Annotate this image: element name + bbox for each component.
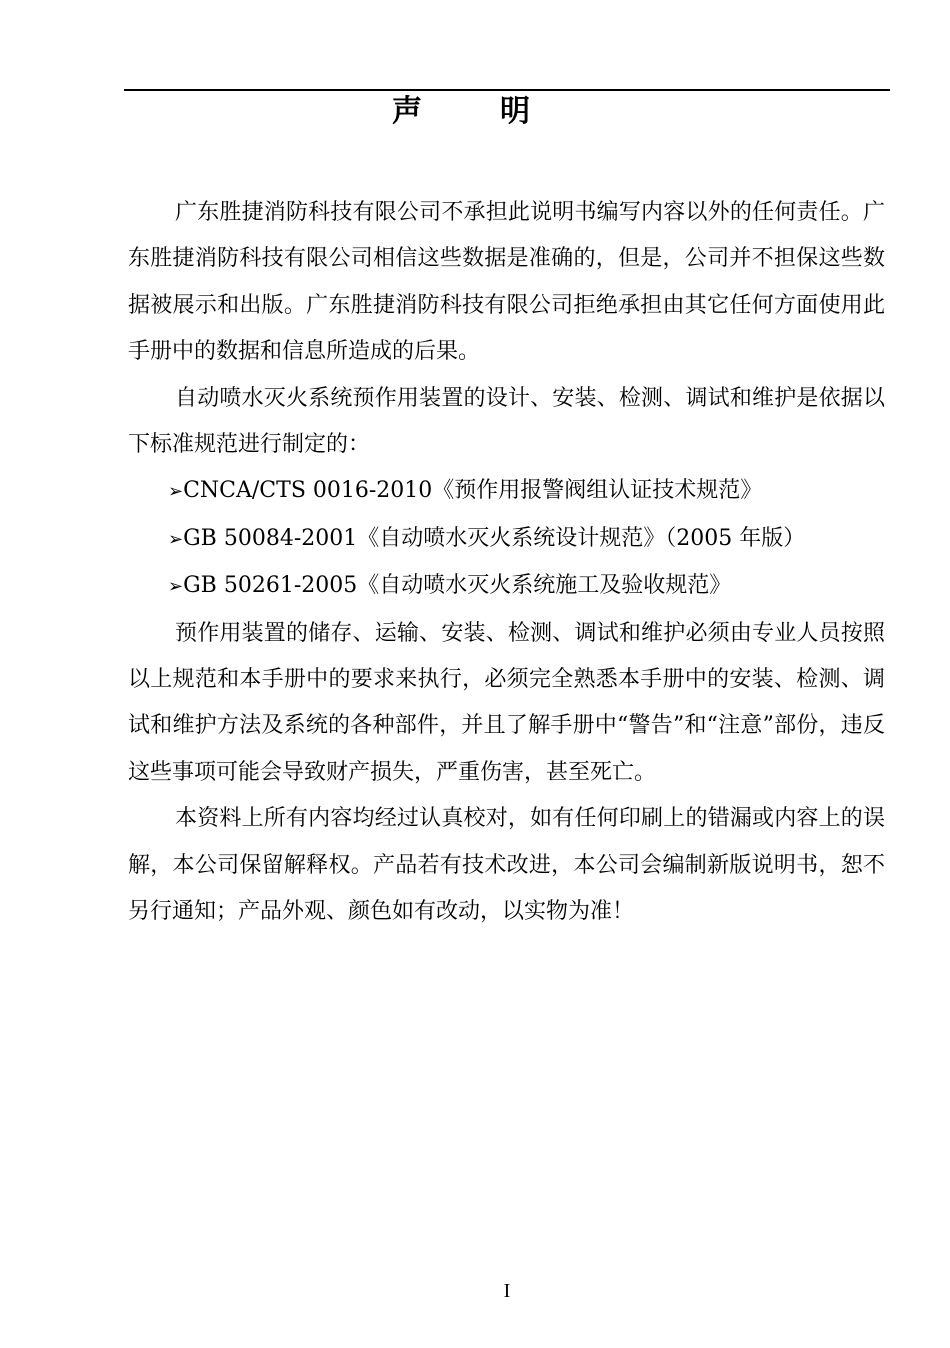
arrow-bullet-icon: ➢: [168, 528, 184, 550]
paragraph-standards-intro: 自动喷水灭火系统预作用装置的设计、安装、检测、调试和维护是依据以下标准规范进行制定的：: [128, 385, 885, 458]
standard-item: [128, 563, 885, 610]
standard-item: [128, 468, 885, 515]
paragraph-personnel: 预作用装置的储存、运输、安装、检测、调试和维护必须由专业人员按照以上规范和本手册中的要求来执行，必须完全熟悉本手册中的安装、检测、调试和维护方法及系统的各种部件，并且了解手册中“警告”和“注意”部份，违反这些事项可能会导致财产损失，严重伤害，甚至死亡。: [128, 620, 885, 785]
standard-item-text: CNCA/CTS 0016-2010《预作用报警阀组认证技术规范》: [183, 478, 763, 504]
paragraph-disclaimer: 广东胜捷消防科技有限公司不承担此说明书编写内容以外的任何责任。广东胜捷消防科技有限公司相信这些数据是准确的，但是，公司并不担保这些数据被展示和出版。广东胜捷消防科技有限公司拒绝承担由其它任何方面使用此手册中的数据和信息所造成的后果。: [128, 200, 885, 365]
standard-item-text: GB 50084-2001《自动喷水灭火系统设计规范》（2005 年版）: [183, 525, 806, 551]
page-title: 声明: [392, 94, 608, 129]
document-body: [128, 190, 885, 936]
paragraph-rights: 本资料上所有内容均经过认真校对，如有任何印刷上的错漏或内容上的误解，本公司保留解释权。产品若有技术改进，本公司会编制新版说明书，恕不另行通知；产品外观、颜色如有改动，以实物为准！: [128, 806, 885, 925]
standard-item-text: GB 50261-2005《自动喷水灭火系统施工及验收规范》: [183, 573, 732, 599]
page-number: I: [503, 1280, 511, 1302]
arrow-bullet-icon: ➢: [168, 576, 184, 598]
arrow-bullet-icon: ➢: [168, 481, 184, 503]
standard-item: [128, 516, 885, 563]
